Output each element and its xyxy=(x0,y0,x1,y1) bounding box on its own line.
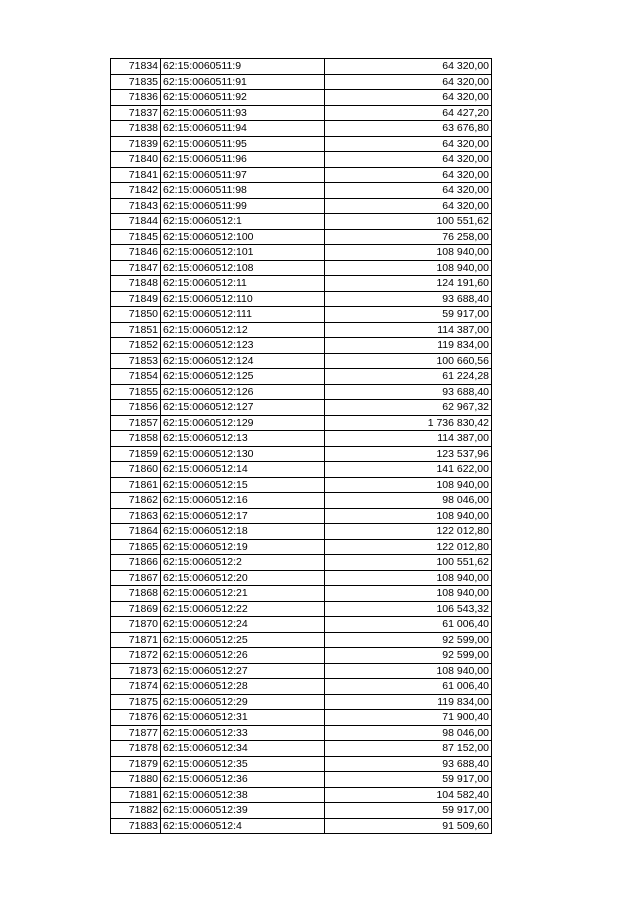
row-id-cell: 71882 xyxy=(111,803,161,819)
cadastral-value-cell: 108 940,00 xyxy=(325,570,492,586)
table-row xyxy=(111,322,492,338)
cadastral-value-cell: 61 224,28 xyxy=(325,369,492,385)
table-row xyxy=(111,648,492,664)
row-id-cell: 71849 xyxy=(111,291,161,307)
row-id-cell: 71881 xyxy=(111,787,161,803)
row-id-cell: 71876 xyxy=(111,710,161,726)
cadastral-number-cell: 62:15:0060512:35 xyxy=(161,756,325,772)
row-id-cell: 71874 xyxy=(111,679,161,695)
cadastral-number-cell: 62:15:0060512:36 xyxy=(161,772,325,788)
row-id-cell: 71852 xyxy=(111,338,161,354)
table-row xyxy=(111,601,492,617)
row-id-cell: 71834 xyxy=(111,59,161,75)
table-row xyxy=(111,90,492,106)
cadastral-value-cell: 123 537,96 xyxy=(325,446,492,462)
cadastral-value-table xyxy=(110,58,492,834)
table-row xyxy=(111,121,492,137)
cadastral-number-cell: 62:15:0060512:110 xyxy=(161,291,325,307)
cadastral-value-cell: 64 427,20 xyxy=(325,105,492,121)
table-row xyxy=(111,462,492,478)
cadastral-value-cell: 114 387,00 xyxy=(325,322,492,338)
table-row xyxy=(111,555,492,571)
row-id-cell: 71871 xyxy=(111,632,161,648)
row-id-cell: 71847 xyxy=(111,260,161,276)
cadastral-value-cell: 64 320,00 xyxy=(325,59,492,75)
cadastral-number-cell: 62:15:0060512:12 xyxy=(161,322,325,338)
table-row xyxy=(111,632,492,648)
table-row xyxy=(111,694,492,710)
cadastral-number-cell: 62:15:0060512:125 xyxy=(161,369,325,385)
table-row xyxy=(111,136,492,152)
cadastral-value-cell: 122 012,80 xyxy=(325,539,492,555)
table-row xyxy=(111,446,492,462)
table-row xyxy=(111,493,492,509)
row-id-cell: 71857 xyxy=(111,415,161,431)
cadastral-number-cell: 62:15:0060512:20 xyxy=(161,570,325,586)
row-id-cell: 71844 xyxy=(111,214,161,230)
row-id-cell: 71867 xyxy=(111,570,161,586)
table-row xyxy=(111,710,492,726)
cadastral-value-cell: 122 012,80 xyxy=(325,524,492,540)
cadastral-number-cell: 62:15:0060512:11 xyxy=(161,276,325,292)
row-id-cell: 71843 xyxy=(111,198,161,214)
row-id-cell: 71869 xyxy=(111,601,161,617)
cadastral-value-cell: 92 599,00 xyxy=(325,648,492,664)
cadastral-value-cell: 119 834,00 xyxy=(325,338,492,354)
row-id-cell: 71853 xyxy=(111,353,161,369)
cadastral-number-cell: 62:15:0060511:91 xyxy=(161,74,325,90)
cadastral-value-cell: 1 736 830,42 xyxy=(325,415,492,431)
cadastral-number-cell: 62:15:0060512:26 xyxy=(161,648,325,664)
cadastral-number-cell: 62:15:0060512:124 xyxy=(161,353,325,369)
table-row xyxy=(111,477,492,493)
table-row xyxy=(111,384,492,400)
cadastral-value-cell: 108 940,00 xyxy=(325,477,492,493)
cadastral-value-cell: 100 551,62 xyxy=(325,555,492,571)
cadastral-value-cell: 61 006,40 xyxy=(325,617,492,633)
cadastral-value-cell: 76 258,00 xyxy=(325,229,492,245)
cadastral-value-cell: 64 320,00 xyxy=(325,90,492,106)
cadastral-value-cell: 100 551,62 xyxy=(325,214,492,230)
table-row xyxy=(111,229,492,245)
table-row xyxy=(111,679,492,695)
cadastral-value-cell: 106 543,32 xyxy=(325,601,492,617)
cadastral-number-cell: 62:15:0060511:94 xyxy=(161,121,325,137)
table-row xyxy=(111,260,492,276)
cadastral-value-cell: 124 191,60 xyxy=(325,276,492,292)
cadastral-value-cell: 64 320,00 xyxy=(325,183,492,199)
row-id-cell: 71858 xyxy=(111,431,161,447)
cadastral-value-cell: 98 046,00 xyxy=(325,493,492,509)
cadastral-number-cell: 62:15:0060511:99 xyxy=(161,198,325,214)
cadastral-number-cell: 62:15:0060511:9 xyxy=(161,59,325,75)
cadastral-number-cell: 62:15:0060512:13 xyxy=(161,431,325,447)
table-row xyxy=(111,803,492,819)
table-row xyxy=(111,570,492,586)
table-row xyxy=(111,772,492,788)
table-row xyxy=(111,167,492,183)
cadastral-number-cell: 62:15:0060512:21 xyxy=(161,586,325,602)
row-id-cell: 71836 xyxy=(111,90,161,106)
row-id-cell: 71845 xyxy=(111,229,161,245)
cadastral-number-cell: 62:15:0060511:95 xyxy=(161,136,325,152)
row-id-cell: 71859 xyxy=(111,446,161,462)
cadastral-number-cell: 62:15:0060511:93 xyxy=(161,105,325,121)
cadastral-value-cell: 64 320,00 xyxy=(325,74,492,90)
cadastral-value-cell: 93 688,40 xyxy=(325,756,492,772)
table-row xyxy=(111,307,492,323)
cadastral-number-cell: 62:15:0060512:39 xyxy=(161,803,325,819)
cadastral-number-cell: 62:15:0060512:127 xyxy=(161,400,325,416)
row-id-cell: 71856 xyxy=(111,400,161,416)
cadastral-value-cell: 114 387,00 xyxy=(325,431,492,447)
cadastral-value-cell: 64 320,00 xyxy=(325,136,492,152)
row-id-cell: 71838 xyxy=(111,121,161,137)
row-id-cell: 71860 xyxy=(111,462,161,478)
table-row xyxy=(111,245,492,261)
cadastral-number-cell: 62:15:0060512:22 xyxy=(161,601,325,617)
cadastral-value-cell: 63 676,80 xyxy=(325,121,492,137)
cadastral-number-cell: 62:15:0060512:108 xyxy=(161,260,325,276)
row-id-cell: 71842 xyxy=(111,183,161,199)
table-row xyxy=(111,214,492,230)
cadastral-number-cell: 62:15:0060512:19 xyxy=(161,539,325,555)
table-row xyxy=(111,617,492,633)
row-id-cell: 71850 xyxy=(111,307,161,323)
cadastral-value-cell: 104 582,40 xyxy=(325,787,492,803)
table-row xyxy=(111,105,492,121)
row-id-cell: 71835 xyxy=(111,74,161,90)
row-id-cell: 71877 xyxy=(111,725,161,741)
cadastral-number-cell: 62:15:0060512:130 xyxy=(161,446,325,462)
cadastral-number-cell: 62:15:0060512:24 xyxy=(161,617,325,633)
table-row xyxy=(111,353,492,369)
row-id-cell: 71879 xyxy=(111,756,161,772)
cadastral-number-cell: 62:15:0060512:111 xyxy=(161,307,325,323)
table-row xyxy=(111,508,492,524)
cadastral-value-cell: 71 900,40 xyxy=(325,710,492,726)
cadastral-number-cell: 62:15:0060512:16 xyxy=(161,493,325,509)
row-id-cell: 71848 xyxy=(111,276,161,292)
cadastral-value-cell: 64 320,00 xyxy=(325,152,492,168)
cadastral-number-cell: 62:15:0060512:126 xyxy=(161,384,325,400)
cadastral-number-cell: 62:15:0060511:98 xyxy=(161,183,325,199)
table-row xyxy=(111,400,492,416)
table-row xyxy=(111,586,492,602)
cadastral-number-cell: 62:15:0060511:92 xyxy=(161,90,325,106)
row-id-cell: 71870 xyxy=(111,617,161,633)
cadastral-value-cell: 108 940,00 xyxy=(325,508,492,524)
cadastral-number-cell: 62:15:0060512:34 xyxy=(161,741,325,757)
table-row xyxy=(111,756,492,772)
table-row xyxy=(111,369,492,385)
cadastral-value-cell: 93 688,40 xyxy=(325,384,492,400)
cadastral-number-cell: 62:15:0060512:14 xyxy=(161,462,325,478)
row-id-cell: 71861 xyxy=(111,477,161,493)
row-id-cell: 71854 xyxy=(111,369,161,385)
table-row xyxy=(111,539,492,555)
cadastral-value-cell: 59 917,00 xyxy=(325,772,492,788)
row-id-cell: 71846 xyxy=(111,245,161,261)
cadastral-value-cell: 61 006,40 xyxy=(325,679,492,695)
cadastral-value-cell: 119 834,00 xyxy=(325,694,492,710)
table-row xyxy=(111,152,492,168)
cadastral-value-cell: 108 940,00 xyxy=(325,245,492,261)
cadastral-number-cell: 62:15:0060512:33 xyxy=(161,725,325,741)
row-id-cell: 71839 xyxy=(111,136,161,152)
table-row xyxy=(111,725,492,741)
row-id-cell: 71883 xyxy=(111,818,161,834)
row-id-cell: 71872 xyxy=(111,648,161,664)
row-id-cell: 71868 xyxy=(111,586,161,602)
table-row xyxy=(111,198,492,214)
table-row xyxy=(111,74,492,90)
cadastral-number-cell: 62:15:0060512:4 xyxy=(161,818,325,834)
cadastral-value-cell: 108 940,00 xyxy=(325,586,492,602)
row-id-cell: 71866 xyxy=(111,555,161,571)
row-id-cell: 71840 xyxy=(111,152,161,168)
cadastral-number-cell: 62:15:0060512:38 xyxy=(161,787,325,803)
cadastral-number-cell: 62:15:0060512:31 xyxy=(161,710,325,726)
cadastral-number-cell: 62:15:0060512:101 xyxy=(161,245,325,261)
table-body xyxy=(111,59,492,834)
cadastral-number-cell: 62:15:0060512:2 xyxy=(161,555,325,571)
cadastral-value-cell: 141 622,00 xyxy=(325,462,492,478)
cadastral-value-cell: 108 940,00 xyxy=(325,260,492,276)
cadastral-number-cell: 62:15:0060512:1 xyxy=(161,214,325,230)
table-row xyxy=(111,818,492,834)
cadastral-value-cell: 98 046,00 xyxy=(325,725,492,741)
cadastral-number-cell: 62:15:0060512:129 xyxy=(161,415,325,431)
row-id-cell: 71865 xyxy=(111,539,161,555)
row-id-cell: 71841 xyxy=(111,167,161,183)
row-id-cell: 71875 xyxy=(111,694,161,710)
row-id-cell: 71864 xyxy=(111,524,161,540)
table-row xyxy=(111,291,492,307)
cadastral-number-cell: 62:15:0060512:123 xyxy=(161,338,325,354)
cadastral-value-cell: 93 688,40 xyxy=(325,291,492,307)
table-row xyxy=(111,59,492,75)
cadastral-value-cell: 59 917,00 xyxy=(325,803,492,819)
cadastral-value-cell: 108 940,00 xyxy=(325,663,492,679)
cadastral-number-cell: 62:15:0060512:100 xyxy=(161,229,325,245)
cadastral-number-cell: 62:15:0060512:25 xyxy=(161,632,325,648)
cadastral-number-cell: 62:15:0060512:17 xyxy=(161,508,325,524)
table-row xyxy=(111,183,492,199)
table-row xyxy=(111,787,492,803)
table-row xyxy=(111,663,492,679)
cadastral-number-cell: 62:15:0060512:27 xyxy=(161,663,325,679)
table-row xyxy=(111,524,492,540)
row-id-cell: 71862 xyxy=(111,493,161,509)
cadastral-value-cell: 87 152,00 xyxy=(325,741,492,757)
cadastral-number-cell: 62:15:0060512:18 xyxy=(161,524,325,540)
row-id-cell: 71873 xyxy=(111,663,161,679)
row-id-cell: 71880 xyxy=(111,772,161,788)
table-row xyxy=(111,415,492,431)
cadastral-value-cell: 59 917,00 xyxy=(325,307,492,323)
cadastral-value-cell: 91 509,60 xyxy=(325,818,492,834)
table-row xyxy=(111,276,492,292)
cadastral-value-cell: 100 660,56 xyxy=(325,353,492,369)
table-row xyxy=(111,741,492,757)
cadastral-number-cell: 62:15:0060512:29 xyxy=(161,694,325,710)
row-id-cell: 71863 xyxy=(111,508,161,524)
row-id-cell: 71855 xyxy=(111,384,161,400)
cadastral-value-cell: 62 967,32 xyxy=(325,400,492,416)
table-row xyxy=(111,431,492,447)
table-row xyxy=(111,338,492,354)
cadastral-value-cell: 92 599,00 xyxy=(325,632,492,648)
cadastral-number-cell: 62:15:0060511:96 xyxy=(161,152,325,168)
row-id-cell: 71837 xyxy=(111,105,161,121)
row-id-cell: 71851 xyxy=(111,322,161,338)
row-id-cell: 71878 xyxy=(111,741,161,757)
cadastral-number-cell: 62:15:0060512:28 xyxy=(161,679,325,695)
cadastral-number-cell: 62:15:0060511:97 xyxy=(161,167,325,183)
cadastral-value-cell: 64 320,00 xyxy=(325,167,492,183)
cadastral-number-cell: 62:15:0060512:15 xyxy=(161,477,325,493)
cadastral-value-cell: 64 320,00 xyxy=(325,198,492,214)
